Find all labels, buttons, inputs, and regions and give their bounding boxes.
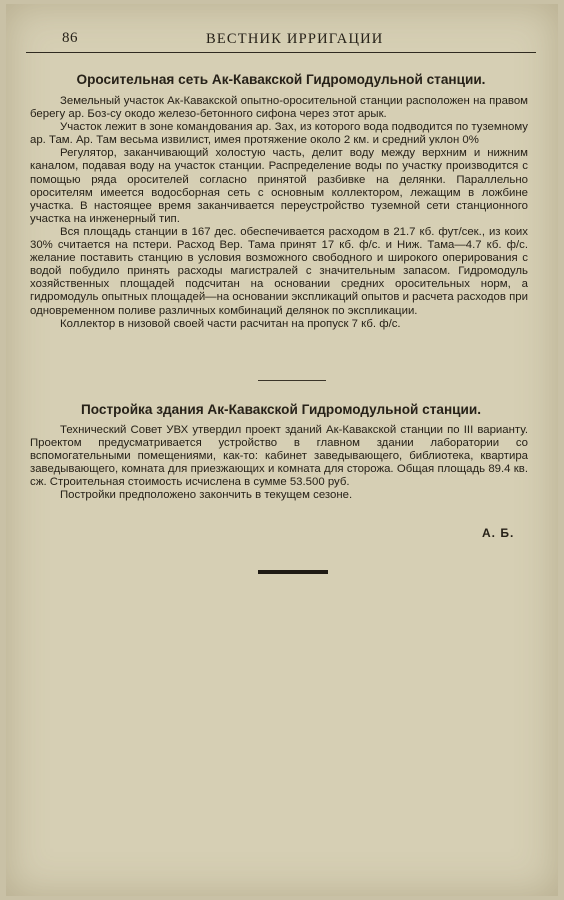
paragraph: Вся площадь станции в 167 дес. обеспечивается расходом в 21.7 кб. фут/сек., из коих 30% считается на пстери. Расход Вер. Тама принят 17 кб. ф/с. и Ниж. Тама—4.7 кб. ф/с. желание поставить станцию в условия возможного свободного и широкого оперирования с водой побудило принять расходы магистралей с значительным запасом. Гидромодуль хозяйственных площадей подсчитан на основании средних оросительных норм, а гидромодуль опытных площадей—на основании экспликаций опытов и расчета расходов при одновременном поливе различных комбинаций делянок по экспликации. xyxy=(30,225,528,317)
author-signature: А. Б. xyxy=(482,526,515,540)
article-title-irrigation-network: Оросительная сеть Ак-Кавакской Гидромодульной станции. xyxy=(76,72,486,87)
paragraph: Земельный участок Ак-Кавакской опытно-оросительной станции расположен на правом берегу ар. Боз-су окодо железо-бетонного сифона через этот арык. xyxy=(30,95,528,121)
end-rule xyxy=(258,570,328,574)
paragraph: Технический Совет УВХ утвердил проект зданий Ак-Кавакской станции по III варианту. Проектом предусматривается устройство в главном здании лаборатории со вспомогательными помещениями, как-то: кабинет заведывающего, библиотека, квартира заведывающего, комната для приезжающих и комната для сторожа. Общая площадь 89.4 кв. сж. Строительная стоимость исчислена в сумме 53.500 руб. xyxy=(30,424,528,489)
page-header xyxy=(26,30,536,53)
article-body-station-building xyxy=(30,424,528,503)
journal-title: ВЕСТНИК ИРРИГАЦИИ xyxy=(206,31,384,47)
paragraph: Участок лежит в зоне командования ар. Зах, из которого вода подводится по туземному ар. Там. Ар. Там весьма извилист, имея протяжение около 2 км. и средний уклон 0% xyxy=(30,121,528,147)
paragraph: Регулятор, заканчивающий холостую часть, делит воду между верхним и нижним каналом, подавая воду на участок станции. Распределение воды по участку производится с помощью ряда оросителей согласно принятой разбивке на делянки. Параллельно оросителям имеется водосборная сеть с основным коллектором, лежащим в ложбине участка. В настоящее время заканчивается переустройство туземной сети станционного участка на инженерный тип. xyxy=(30,147,528,225)
article-title-station-building: Постройка здания Ак-Кавакской Гидромодульной станции. xyxy=(80,402,482,417)
page-number: 86 xyxy=(62,30,78,46)
paragraph: Постройки предположено закончить в текущем сезоне. xyxy=(60,489,353,502)
paragraph: Коллектор в низовой своей части расчитан на пропуск 7 кб. ф/с. xyxy=(60,317,401,330)
section-divider xyxy=(258,380,326,381)
article-body-irrigation-network xyxy=(30,95,528,331)
